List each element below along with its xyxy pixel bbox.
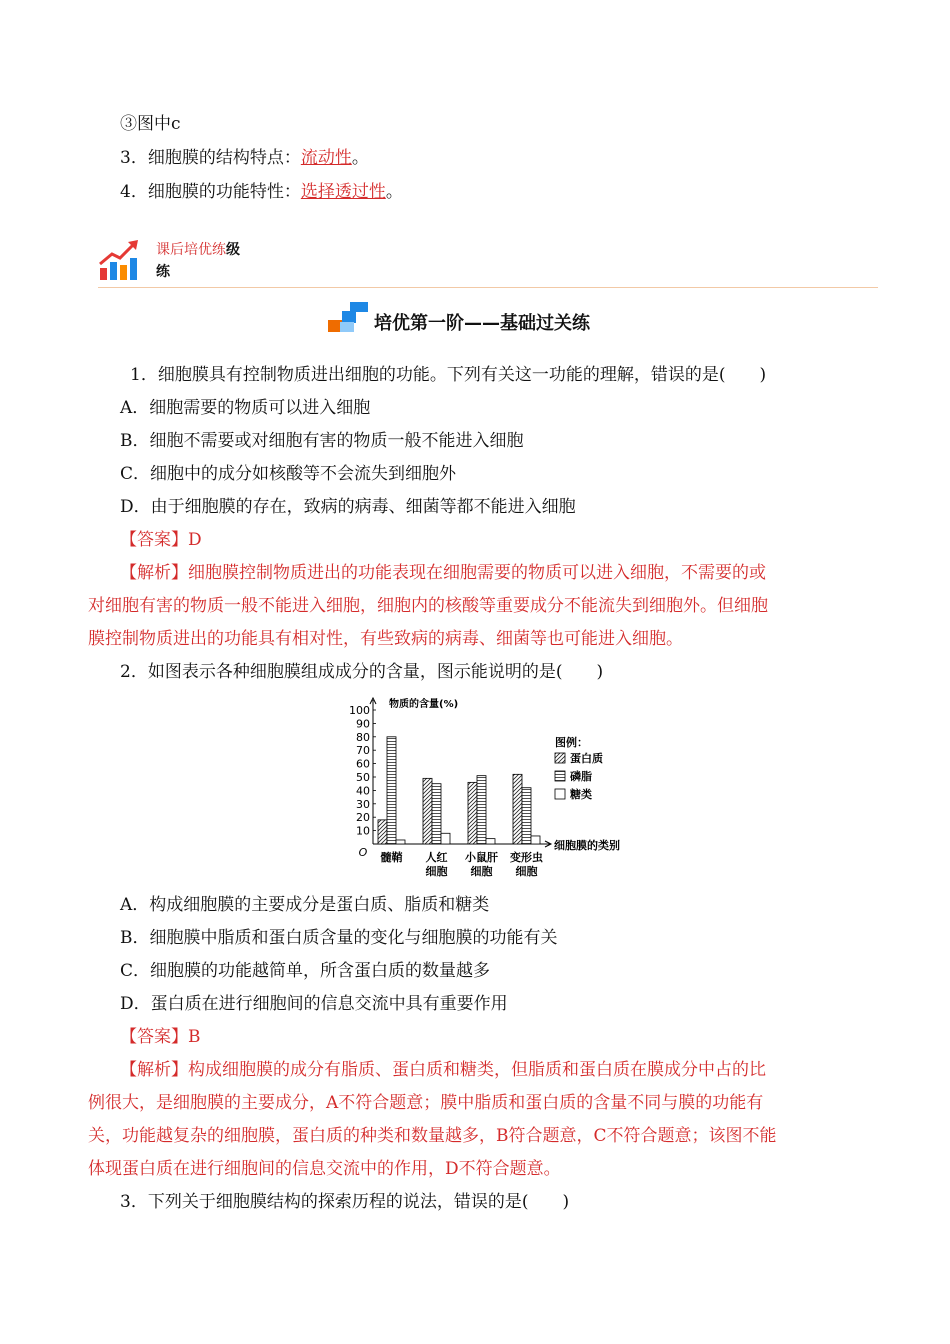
bar-蛋白质 [468,782,477,844]
x-axis-label: 细胞膜的类别 [554,839,620,852]
banner-label: 级 [226,242,240,258]
analysis-line: 体现蛋白质在进行细胞间的信息交流中的作用，D不符合题意。 [88,1159,561,1179]
y-tick-label: 20 [356,811,370,825]
answer-label: 【答案】 [120,530,188,550]
y-axis-label: 物质的含量(%) [389,699,459,710]
banner-label: 课后培优练 [156,242,226,258]
analysis-line [120,561,766,585]
category-label: 变形虫 [510,851,543,864]
y-tick-label: 70 [356,744,370,758]
fill-answer: 流动性 [300,148,352,168]
legend-swatch [555,771,565,781]
bar-蛋白质 [513,774,522,844]
y-tick-label: 60 [356,757,370,771]
legend-swatch [555,789,565,799]
text-suffix: 。 [385,182,403,202]
analysis-line: 例很大，是细胞膜的主要成分，A不符合题意；膜中脂质和蛋白质的含量不同与膜的功能有 [88,1093,764,1113]
y-tick-label: 90 [356,717,370,731]
bar-磷脂 [432,784,441,844]
legend-swatch [555,753,565,763]
bar-磷脂 [387,737,396,844]
option-b: B．细胞膜中脂质和蛋白质含量的变化与细胞膜的功能有关 [120,928,558,948]
bar-磷脂 [522,788,531,844]
bar-磷脂 [477,776,486,844]
answer-line [120,1025,201,1049]
answer-label: 【答案】 [120,1027,188,1047]
option-a: A．细胞需要的物质可以进入细胞 [120,398,371,418]
legend-label: 磷脂 [570,770,592,783]
category-label: 细胞 [515,865,538,878]
category-label: 细胞 [425,865,448,878]
text-suffix: 。 [351,148,369,168]
bar-chart [333,692,643,884]
legend-label: 蛋白质 [570,752,603,765]
question-stem: 2．如图表示各种细胞膜组成成分的含量，图示能说明的是( ) [120,662,604,682]
option-b: B．细胞不需要或对细胞有害的物质一般不能进入细胞 [120,431,524,451]
option-a: A．构成细胞膜的主要成分是蛋白质、脂质和糖类 [120,895,490,915]
category-label: 细胞 [470,865,493,878]
analysis-label: 【解析】 [120,1060,188,1080]
fill-answer: 选择透过性 [300,182,386,202]
bar-糖类 [396,840,405,844]
divider [98,287,878,288]
section-title: 培优第一阶——基础过关练 [374,313,590,334]
answer-value: D [188,530,202,550]
analysis-label: 【解析】 [120,563,188,583]
y-tick-label: 30 [356,797,370,811]
question-stem: 1．细胞膜具有控制物质进出细胞的功能。下列有关这一功能的理解，错误的是( ) [130,365,767,385]
bar-蛋白质 [423,778,432,844]
analysis-line: 关，功能越复杂的细胞膜，蛋白质的种类和数量越多，B符合题意，C不符合题意；该图不能 [88,1126,777,1146]
y-tick-label: 10 [356,824,370,838]
analysis-text: 构成细胞膜的成分有脂质、蛋白质和糖类，但脂质和蛋白质在膜成分中占的比 [188,1060,766,1080]
stairs-icon [328,302,370,334]
bar-糖类 [441,833,450,844]
category-label: 髓鞘 [380,851,403,864]
option-c: C．细胞中的成分如核酸等不会流失到细胞外 [120,464,457,484]
text-line [120,180,403,204]
analysis-text: 细胞膜控制物质进出的功能表现在细胞需要的物质可以进入细胞，不需要的或 [188,563,766,583]
category-label: 小鼠肝 [465,851,498,864]
text-line: ③图中c [120,114,181,134]
text-prefix: 4．细胞膜的功能特性： [120,182,301,202]
bar-糖类 [531,836,540,844]
banner [98,238,898,286]
category-label: 人红 [425,851,448,864]
analysis-line [120,1058,766,1082]
question-stem: 3．下列关于细胞膜结构的探索历程的说法，错误的是( ) [120,1192,570,1212]
answer-value: B [188,1027,201,1047]
text-line [120,146,369,170]
answer-line [120,528,202,552]
legend-title: 图例： [555,736,588,749]
bar-糖类 [486,839,495,844]
analysis-line: 对细胞有害的物质一般不能进入细胞，细胞内的核酸等重要成分不能流失到细胞外。但细胞 [88,596,768,616]
growth-chart-icon [98,238,142,282]
option-d: D．蛋白质在进行细胞间的信息交流中具有重要作用 [120,994,508,1014]
option-d: D．由于细胞膜的存在，致病的病毒、细菌等都不能进入细胞 [120,497,576,517]
banner-label: 练 [156,264,170,280]
y-tick-label: 100 [349,704,370,717]
y-tick-label: 80 [356,730,370,744]
analysis-line: 膜控制物质进出的功能具有相对性，有些致病的病毒、细菌等也可能进入细胞。 [88,629,683,649]
option-c: C．细胞膜的功能越简单，所含蛋白质的数量越多 [120,961,491,981]
bar-蛋白质 [378,820,387,844]
y-tick-label: 40 [356,784,370,798]
y-tick-label: 50 [356,771,370,784]
legend-label: 糖类 [570,788,592,801]
text-prefix: 3．细胞膜的结构特点： [120,148,301,168]
origin-label: O [358,846,368,859]
